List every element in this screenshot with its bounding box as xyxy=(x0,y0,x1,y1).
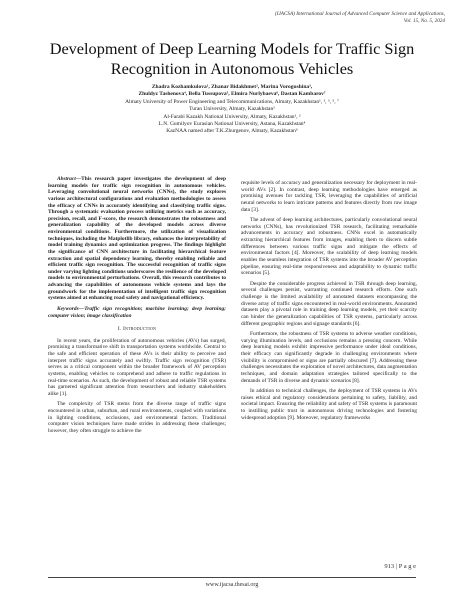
body-paragraph: In addition to technical challenges, the deployment of TSR systems in AVs raises ethical and regulatory considerations pertaining to safety, liability, and societal impact. Ensuring the reliability and safety of TSR systems is paramount to instilling public trust in autonomous driving technologies and fostering widespread adoption [9]. Moreover, regulatory frameworks xyxy=(241,388,417,421)
body-paragraph: Furthermore, the robustness of TSR systems to adverse weather conditions, varying illumination levels, and occlusions remains a pressing concern. While deep learning models exhibit impressive performance under ideal conditions, their efficacy can significantly degrade in challenging environments where visibility is compromised or signs are partially obscured [7]. Addressing these challenges necessitates the exploration of novel architectures, data augmentation techniques, and domain adaptation strategies tailored specifically to the demands of TSR in diverse and dynamic scenarios [8]. xyxy=(241,331,417,384)
affiliation-2: Turan University, Almaty, Kazakhstan¹ xyxy=(189,106,275,113)
body-paragraph: In recent years, the proliferation of autonomous vehicles (AVs) has surged, promising a transformative shift in transportation systems worldwide. Central to the safe and efficient operation of these AVs is their ability to perceive and interpret traffic signs accurately and swiftly. Traffic sign recognition (TSR) serves as a critical component within the broader framework of AV perception systems, enabling vehicles to comprehend and adhere to traffic regulations in real-time scenarios. As such, the development of robust and reliable TSR systems has garnered significant attention from researchers and industry stakeholders alike [1]. xyxy=(48,337,226,397)
body-paragraph: requisite levels of accuracy and generalization necessary for deployment in real-world AVs [2]. In contrast, deep learning methodologies have emerged as promising avenues for tackling TSR, leveraging the capabilities of artificial neural networks to learn intricate patterns and features directly from raw image data [3]. xyxy=(241,180,417,213)
abstract-label: Abstract xyxy=(57,176,76,182)
left-column xyxy=(48,176,226,439)
affiliation-1: Almaty University of Power Engineering and Telecommunications, Almaty, Kazakhstan¹, ², ³, ⁵, ⁷ xyxy=(125,98,339,105)
journal-header xyxy=(185,11,445,24)
journal-url[interactable]: www.ijacsa.thesai.org xyxy=(205,582,259,588)
author-names-line-1: Zhadra Kozhamkulova¹, Zhanar Bidakhmet², Marina Vorogushina³, xyxy=(151,84,313,90)
footer-divider xyxy=(48,577,416,578)
keywords: Keywords—Traffic sign recognition; machine learning; deep learning; computer vision; image classification xyxy=(48,305,226,319)
journal-volume: Vol. 15, No. 5, 2024 xyxy=(403,17,445,24)
body-paragraph: Despite the considerable progress achieved in TSR through deep learning, several challenges persist, warranting continued research efforts. One such challenge is the limited availability of annotated datasets encompassing the diverse array of traffic signs encountered in real-world environments. Annotated datasets play a pivotal role in training deep learning models, yet their scarcity can hinder the generalization capabilities of TSR systems, particularly across different geographic regions and signage standards [6]. xyxy=(241,280,417,327)
body-paragraph: The complexity of TSR stems from the diverse range of traffic signs encountered in urban, suburban, and rural environments, coupled with variations in lighting conditions, occlusions, and environmental factors. Traditional computer vision techniques have made strides in addressing these challenges; however, they often struggle to achieve the xyxy=(48,401,226,434)
affiliation-5: KazNAA named after T.K.Zhurgenov, Almaty, Kazakhstan⁶ xyxy=(166,128,298,135)
abstract-text: —This research paper investigates the development of deep learning models for traffic sign recognition in autonomous vehicles. Leveraging convolutional neural networks (CNNs), the study explores various architectural configurations and evaluation methodologies to assess the efficacy of CNNs in accurately identifying and classifying traffic signs. Through a systematic evaluation process utilizing metrics such as accuracy, precision, recall, and F-score, the research demonstrates the robustness and generalization capability of the developed models across diverse environmental conditions. Furthermore, the utilization of visualization techniques, including the Matplotlib library, enhances the interpretability of model training dynamics and optimization progress. The findings highlight the significance of CNN architecture in facilitating hierarchical feature extraction and spatial dependency learning, thereby enabling reliable and efficient traffic sign recognition. The successful recognition of traffic signs under varying lighting conditions underscores the resilience of the developed models to environmental perturbations. Overall, this research contributes to advancing the capabilities of autonomous vehicle systems and lays the groundwork for the implementation of intelligent traffic sign recognition systems aimed at enhancing road safety and navigational efficiency. xyxy=(48,176,226,302)
affiliation-4: L.N. Gumilyov Eurasian National University, Astana, Kazakhstan⁴ xyxy=(158,121,306,128)
author-names-line-2: Zhuldyz Tashenova⁴, Bella Tussupova⁵, Elmira Nurlybaeva⁶, Dastan Kambarov⁷ xyxy=(138,91,326,98)
body-paragraph: The advent of deep learning architectures, particularly convolutional neural networks (CNNs), has revolutionized TSR research, facilitating remarkable advancements in accuracy and robustness. CNNs excel in automatically extracting hierarchical features from images, enabling them to discern subtle differences between various traffic signs and mitigate the effects of environmental factors [4]. Moreover, the scalability of deep learning models enables the seamless integration of TSR systems into the broader AV perception pipeline, ensuring real-time responsiveness and adaptability to dynamic traffic scenarios [5]. xyxy=(241,217,417,277)
journal-name: (IJACSA) International Journal of Advanced Computer Science and Applications, xyxy=(275,11,445,17)
affiliation-3: Al-Farabi Kazakh National University, Almaty, Kazakhstan¹, ² xyxy=(163,113,301,120)
author-block xyxy=(30,84,434,136)
section-heading-introduction: I. Introduction xyxy=(117,326,157,333)
abstract xyxy=(48,176,226,302)
right-column xyxy=(241,180,417,425)
paper-title: Development of Deep Learning Models for Traffic Sign Recognition in Autonomous Vehicles xyxy=(49,39,415,78)
page-number: 913 | P a g e xyxy=(384,563,416,570)
